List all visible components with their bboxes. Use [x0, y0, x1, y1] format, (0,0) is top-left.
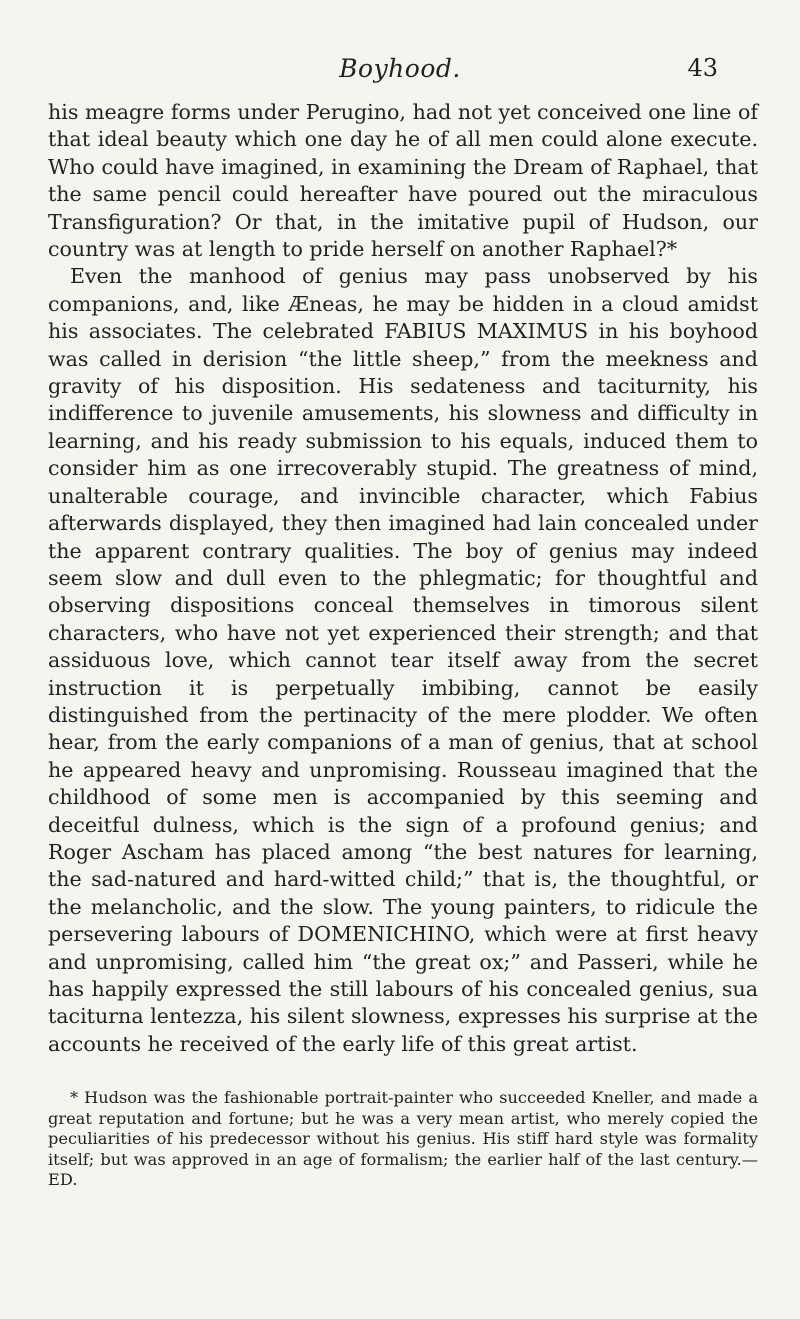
- page-header: [0, 54, 800, 94]
- paragraph-1: his meagre forms under Perugino, had not yet conceived one line of that ideal beauty which one day he of all men could alone execute. Who could have imagined, in examining the Dream of Raphael, that the same pencil could hereafter have poured out the miraculous Transfiguration? Or that, in the imitative pupil of Hudson, our country was at length to pride herself on another Raphael?*: [48, 100, 758, 262]
- footnote-marker: *: [70, 1088, 79, 1107]
- paragraph-2: Even the manhood of genius may pass unobserved by his companions, and, like Æneas, he may be hidden in a cloud amidst his associates. The celebrated FABIUS MAXIMUS in his boyhood was called in derision “the little sheep,” from the meekness and gravity of his disposition. His sedateness and taciturnity, his indifference to juvenile amusements, his slowness and difficulty in learning, and his ready submission to his equals, induced them to consider him as one irrecoverably stupid. The greatness of mind, unalterable courage, and invincible character, which Fabius afterwards displayed, they then imagined had lain concealed under the apparent contrary qualities. The boy of genius may indeed seem slow and dull even to the phlegmatic; for thoughtful and observing dispositions conceal themselves in timorous silent characters, who have not yet experienced their strength; and that assiduous love, which cannot tear itself away from the secret instruction it is perpetually imbibing, cannot be easily distinguished from the pertinacity of the mere plodder. We often hear, from the early companions of a man of genius, that at school he appeared heavy and unpromising. Rousseau imagined that the childhood of some men is accompanied by this seeming and deceitful dulness, which is the sign of a profound genius; and Roger Ascham has placed among “the best natures for learning, the sad-natured and hard-witted child;” that is, the thoughtful, or the melancholic, and the slow. The young painters, to ridicule the persevering labours of DOMENICHINO, which were at first heavy and unpromising, called him “the great ox;” and Passeri, while he has happily expressed the still labours of his concealed genius, sua taciturna lentezza, his silent slowness, expresses his surprise at the accounts he received of the early life of this great artist.: [48, 264, 758, 1056]
- body-text: [48, 99, 758, 1058]
- running-head: Boyhood.: [339, 54, 461, 83]
- page-number: 43: [687, 54, 718, 82]
- footnote: [48, 1088, 758, 1191]
- footnote-text: Hudson was the fashionable portrait-painter who succeeded Kneller, and made a great reputation and fortune; but he was a very mean artist, who merely copied the peculiarities of his predecessor without his genius. His stiff hard style was formality itself; but was approved in an age of formalism; the earlier half of the last century.—ED.: [48, 1088, 758, 1190]
